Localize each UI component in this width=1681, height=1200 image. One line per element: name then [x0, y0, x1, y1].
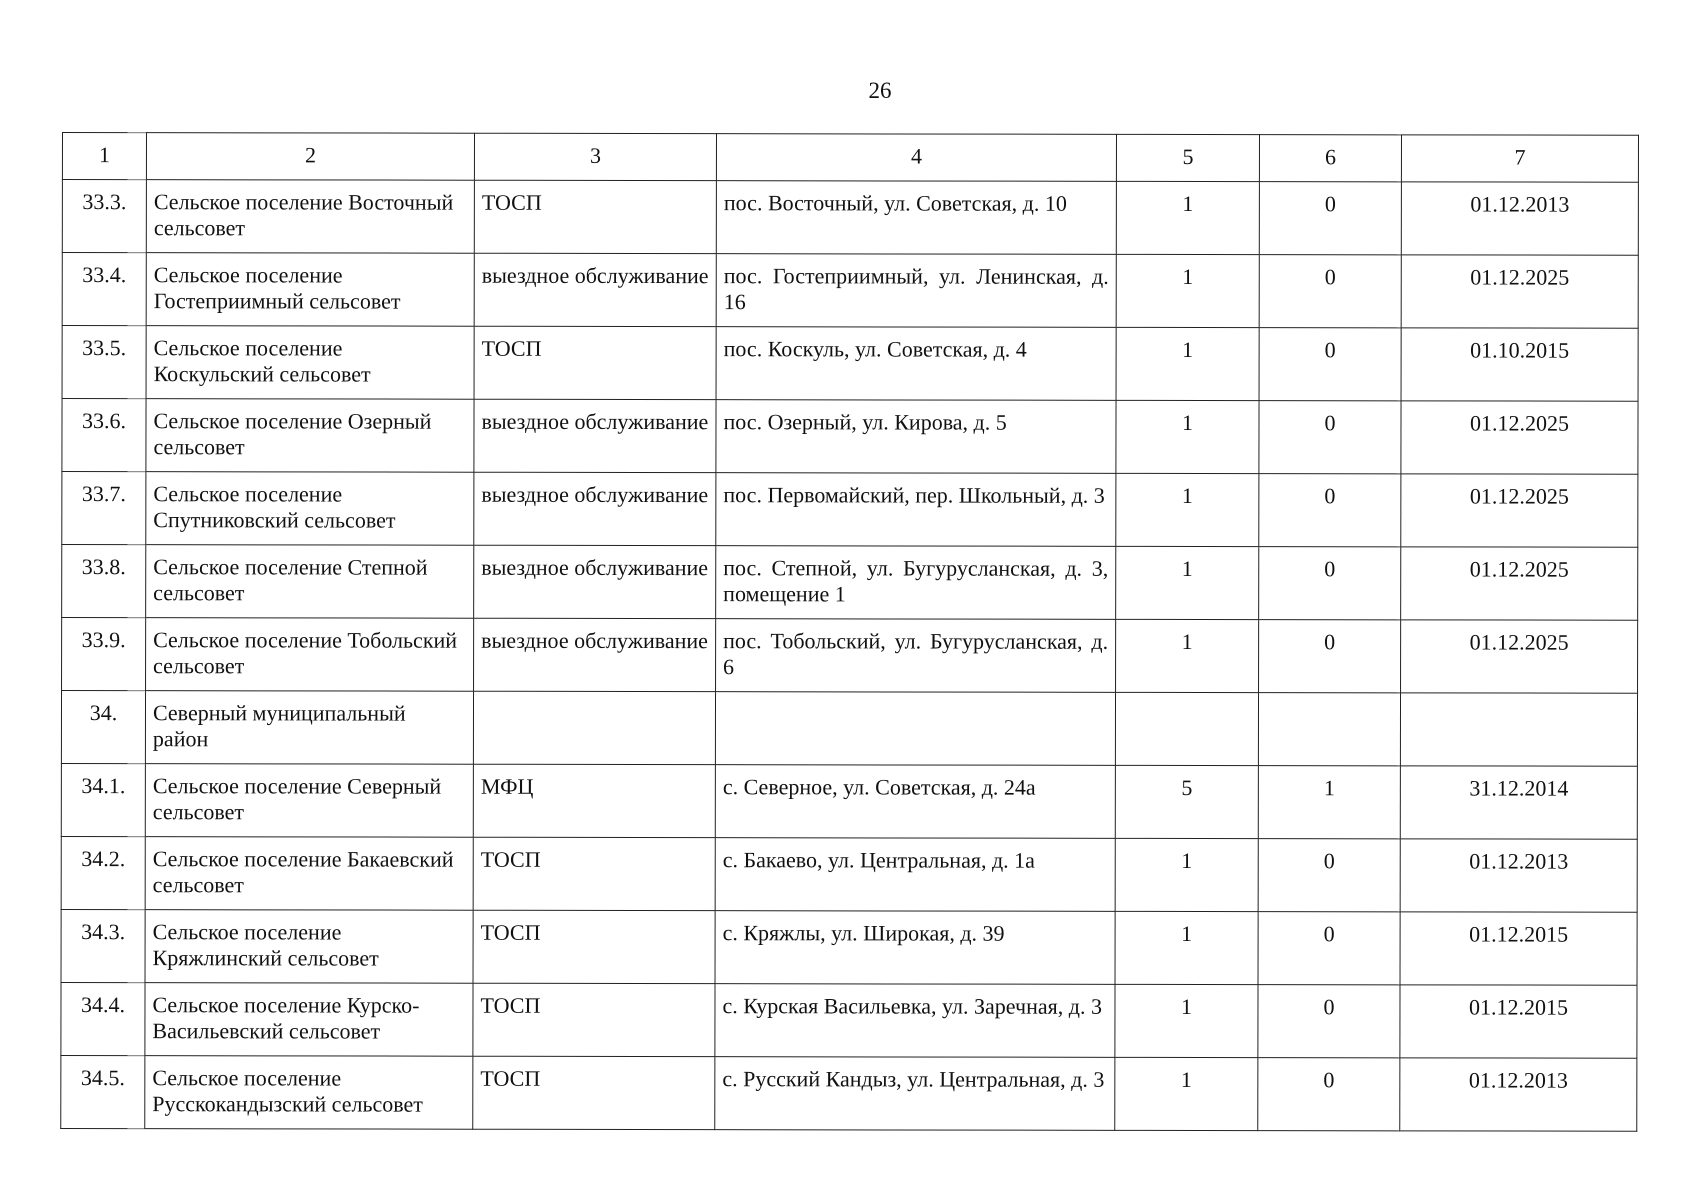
table-row — [62, 472, 1638, 548]
column-6-cell: 0 — [1258, 1058, 1400, 1131]
address-cell — [715, 692, 1115, 766]
settlement-name-cell: Сельское поселение Кряжлинский сельсовет — [145, 910, 473, 984]
table-row — [61, 1055, 1637, 1131]
address-cell: пос. Тобольский, ул. Бугурусланская, д. 6 — [716, 619, 1116, 693]
row-number-cell: 34.4. — [61, 982, 145, 1055]
row-number-cell: 33.3. — [62, 180, 146, 253]
settlement-name-cell: Северный муниципальный район — [145, 691, 473, 765]
column-5-cell: 1 — [1116, 400, 1259, 473]
table-row — [61, 982, 1637, 1058]
column-5-cell: 1 — [1116, 254, 1259, 327]
service-type-cell: МФЦ — [473, 764, 715, 837]
column-5-cell: 1 — [1116, 546, 1259, 619]
header-cell: 6 — [1259, 135, 1401, 182]
date-cell: 01.10.2015 — [1401, 328, 1638, 401]
column-5-cell: 1 — [1116, 327, 1259, 400]
settlement-name-cell: Сельское поселение Восточный сельсовет — [146, 180, 474, 254]
date-cell: 01.12.2025 — [1401, 547, 1638, 620]
settlement-name-cell: Сельское поселение Северный сельсовет — [145, 764, 473, 838]
row-number-cell: 33.7. — [62, 472, 146, 545]
column-6-cell: 0 — [1259, 620, 1401, 693]
address-cell: пос. Гостеприимный, ул. Ленинская, д. 16 — [716, 254, 1116, 328]
column-6-cell: 0 — [1258, 912, 1400, 985]
address-cell: пос. Коскуль, ул. Советская, д. 4 — [716, 327, 1116, 401]
service-type-cell: ТОСП — [473, 983, 715, 1056]
date-cell: 01.12.2015 — [1400, 912, 1637, 985]
services-table — [60, 132, 1639, 1132]
column-5-cell: 5 — [1115, 765, 1258, 838]
service-type-cell: выездное обслуживание — [474, 253, 716, 326]
column-6-cell: 0 — [1259, 401, 1401, 474]
column-6-cell: 0 — [1259, 182, 1401, 255]
service-type-cell: выездное обслуживание — [474, 399, 716, 472]
service-type-cell: выездное обслуживание — [474, 618, 716, 691]
column-6-cell: 0 — [1258, 985, 1400, 1058]
service-type-cell: выездное обслуживание — [474, 545, 716, 618]
address-cell: пос. Первомайский, пер. Школьный, д. 3 — [716, 473, 1116, 547]
header-cell: 7 — [1401, 135, 1638, 182]
row-number-cell: 33.4. — [62, 253, 146, 326]
date-cell: 01.12.2013 — [1400, 1058, 1637, 1131]
address-cell: с. Кряжлы, ул. Широкая, д. 39 — [715, 911, 1115, 985]
address-cell: с. Северное, ул. Советская, д. 24а — [715, 765, 1115, 839]
column-5-cell: 1 — [1115, 911, 1258, 984]
service-type-cell: ТОСП — [473, 1056, 715, 1129]
settlement-name-cell: Сельское поселение Озерный сельсовет — [146, 399, 474, 473]
service-type-cell: ТОСП — [473, 910, 715, 983]
table-row — [61, 909, 1637, 985]
address-cell: пос. Степной, ул. Бугурусланская, д. 3, помещение 1 — [716, 546, 1116, 620]
address-cell: с. Бакаево, ул. Центральная, д. 1а — [715, 838, 1115, 912]
service-type-cell: ТОСП — [474, 326, 716, 399]
settlement-name-cell: Сельское поселение Гостеприимный сельсовет — [146, 253, 474, 327]
column-6-cell — [1258, 693, 1400, 766]
header-cell: 5 — [1116, 134, 1259, 181]
date-cell: 01.12.2025 — [1401, 401, 1638, 474]
service-type-cell: выездное обслуживание — [474, 472, 716, 545]
column-5-cell: 1 — [1115, 838, 1258, 911]
date-cell: 01.12.2015 — [1400, 985, 1637, 1058]
column-5-cell: 1 — [1116, 181, 1259, 254]
column-5-cell: 1 — [1115, 984, 1258, 1057]
table-row — [62, 618, 1638, 694]
column-5-cell: 1 — [1115, 1057, 1258, 1130]
settlement-name-cell: Сельское поселение Русскокандызский сельсовет — [145, 1056, 473, 1130]
settlement-name-cell: Сельское поселение Спутниковский сельсовет — [146, 472, 474, 546]
table-row — [62, 253, 1638, 329]
date-cell: 01.12.2025 — [1401, 474, 1638, 547]
table-header-row — [62, 133, 1638, 183]
table-row — [61, 691, 1637, 767]
address-cell: с. Курская Васильевка, ул. Заречная, д. 3 — [715, 984, 1115, 1058]
row-number-cell: 34.1. — [61, 763, 145, 836]
header-cell: 3 — [474, 133, 716, 180]
header-cell: 1 — [62, 133, 146, 180]
service-type-cell — [473, 691, 715, 764]
column-6-cell: 1 — [1258, 766, 1400, 839]
settlement-name-cell: Сельское поселение Коскульский сельсовет — [146, 326, 474, 400]
service-type-cell: ТОСП — [474, 180, 716, 253]
table-row — [61, 763, 1637, 839]
column-6-cell: 0 — [1259, 547, 1401, 620]
settlement-name-cell: Сельское поселение Курско-Васильевский сельсовет — [145, 983, 473, 1057]
column-6-cell: 0 — [1259, 474, 1401, 547]
address-cell: пос. Восточный, ул. Советская, д. 10 — [716, 181, 1116, 255]
table-row — [62, 545, 1638, 621]
column-5-cell — [1115, 692, 1258, 765]
row-number-cell: 34.3. — [61, 909, 145, 982]
date-cell: 01.12.2025 — [1401, 620, 1638, 693]
row-number-cell: 34.2. — [61, 836, 145, 909]
row-number-cell: 33.9. — [62, 618, 146, 691]
column-6-cell: 0 — [1259, 328, 1401, 401]
header-cell: 2 — [146, 133, 474, 181]
date-cell — [1400, 693, 1637, 766]
header-cell: 4 — [716, 134, 1116, 182]
date-cell: 01.12.2025 — [1401, 255, 1638, 328]
settlement-name-cell: Сельское поселение Степной сельсовет — [146, 545, 474, 619]
settlement-name-cell: Сельское поселение Тобольский сельсовет — [146, 618, 474, 692]
table-row — [61, 836, 1637, 912]
column-5-cell: 1 — [1116, 473, 1259, 546]
row-number-cell: 34.5. — [61, 1055, 145, 1128]
service-type-cell: ТОСП — [473, 837, 715, 910]
address-cell: пос. Озерный, ул. Кирова, д. 5 — [716, 400, 1116, 474]
table-row — [62, 180, 1638, 256]
column-6-cell: 0 — [1258, 839, 1400, 912]
row-number-cell: 33.6. — [62, 399, 146, 472]
date-cell: 01.12.2013 — [1401, 182, 1638, 255]
row-number-cell: 33.8. — [62, 545, 146, 618]
column-6-cell: 0 — [1259, 255, 1401, 328]
date-cell: 01.12.2013 — [1400, 839, 1637, 912]
row-number-cell: 34. — [61, 691, 145, 764]
table-row — [62, 326, 1638, 402]
column-5-cell: 1 — [1116, 619, 1259, 692]
settlement-name-cell: Сельское поселение Бакаевский сельсовет — [145, 837, 473, 911]
row-number-cell: 33.5. — [62, 326, 146, 399]
address-cell: с. Русский Кандыз, ул. Центральная, д. 3 — [715, 1057, 1115, 1131]
date-cell: 31.12.2014 — [1400, 766, 1637, 839]
page-number: 26 — [868, 78, 892, 103]
table-row — [62, 399, 1638, 475]
